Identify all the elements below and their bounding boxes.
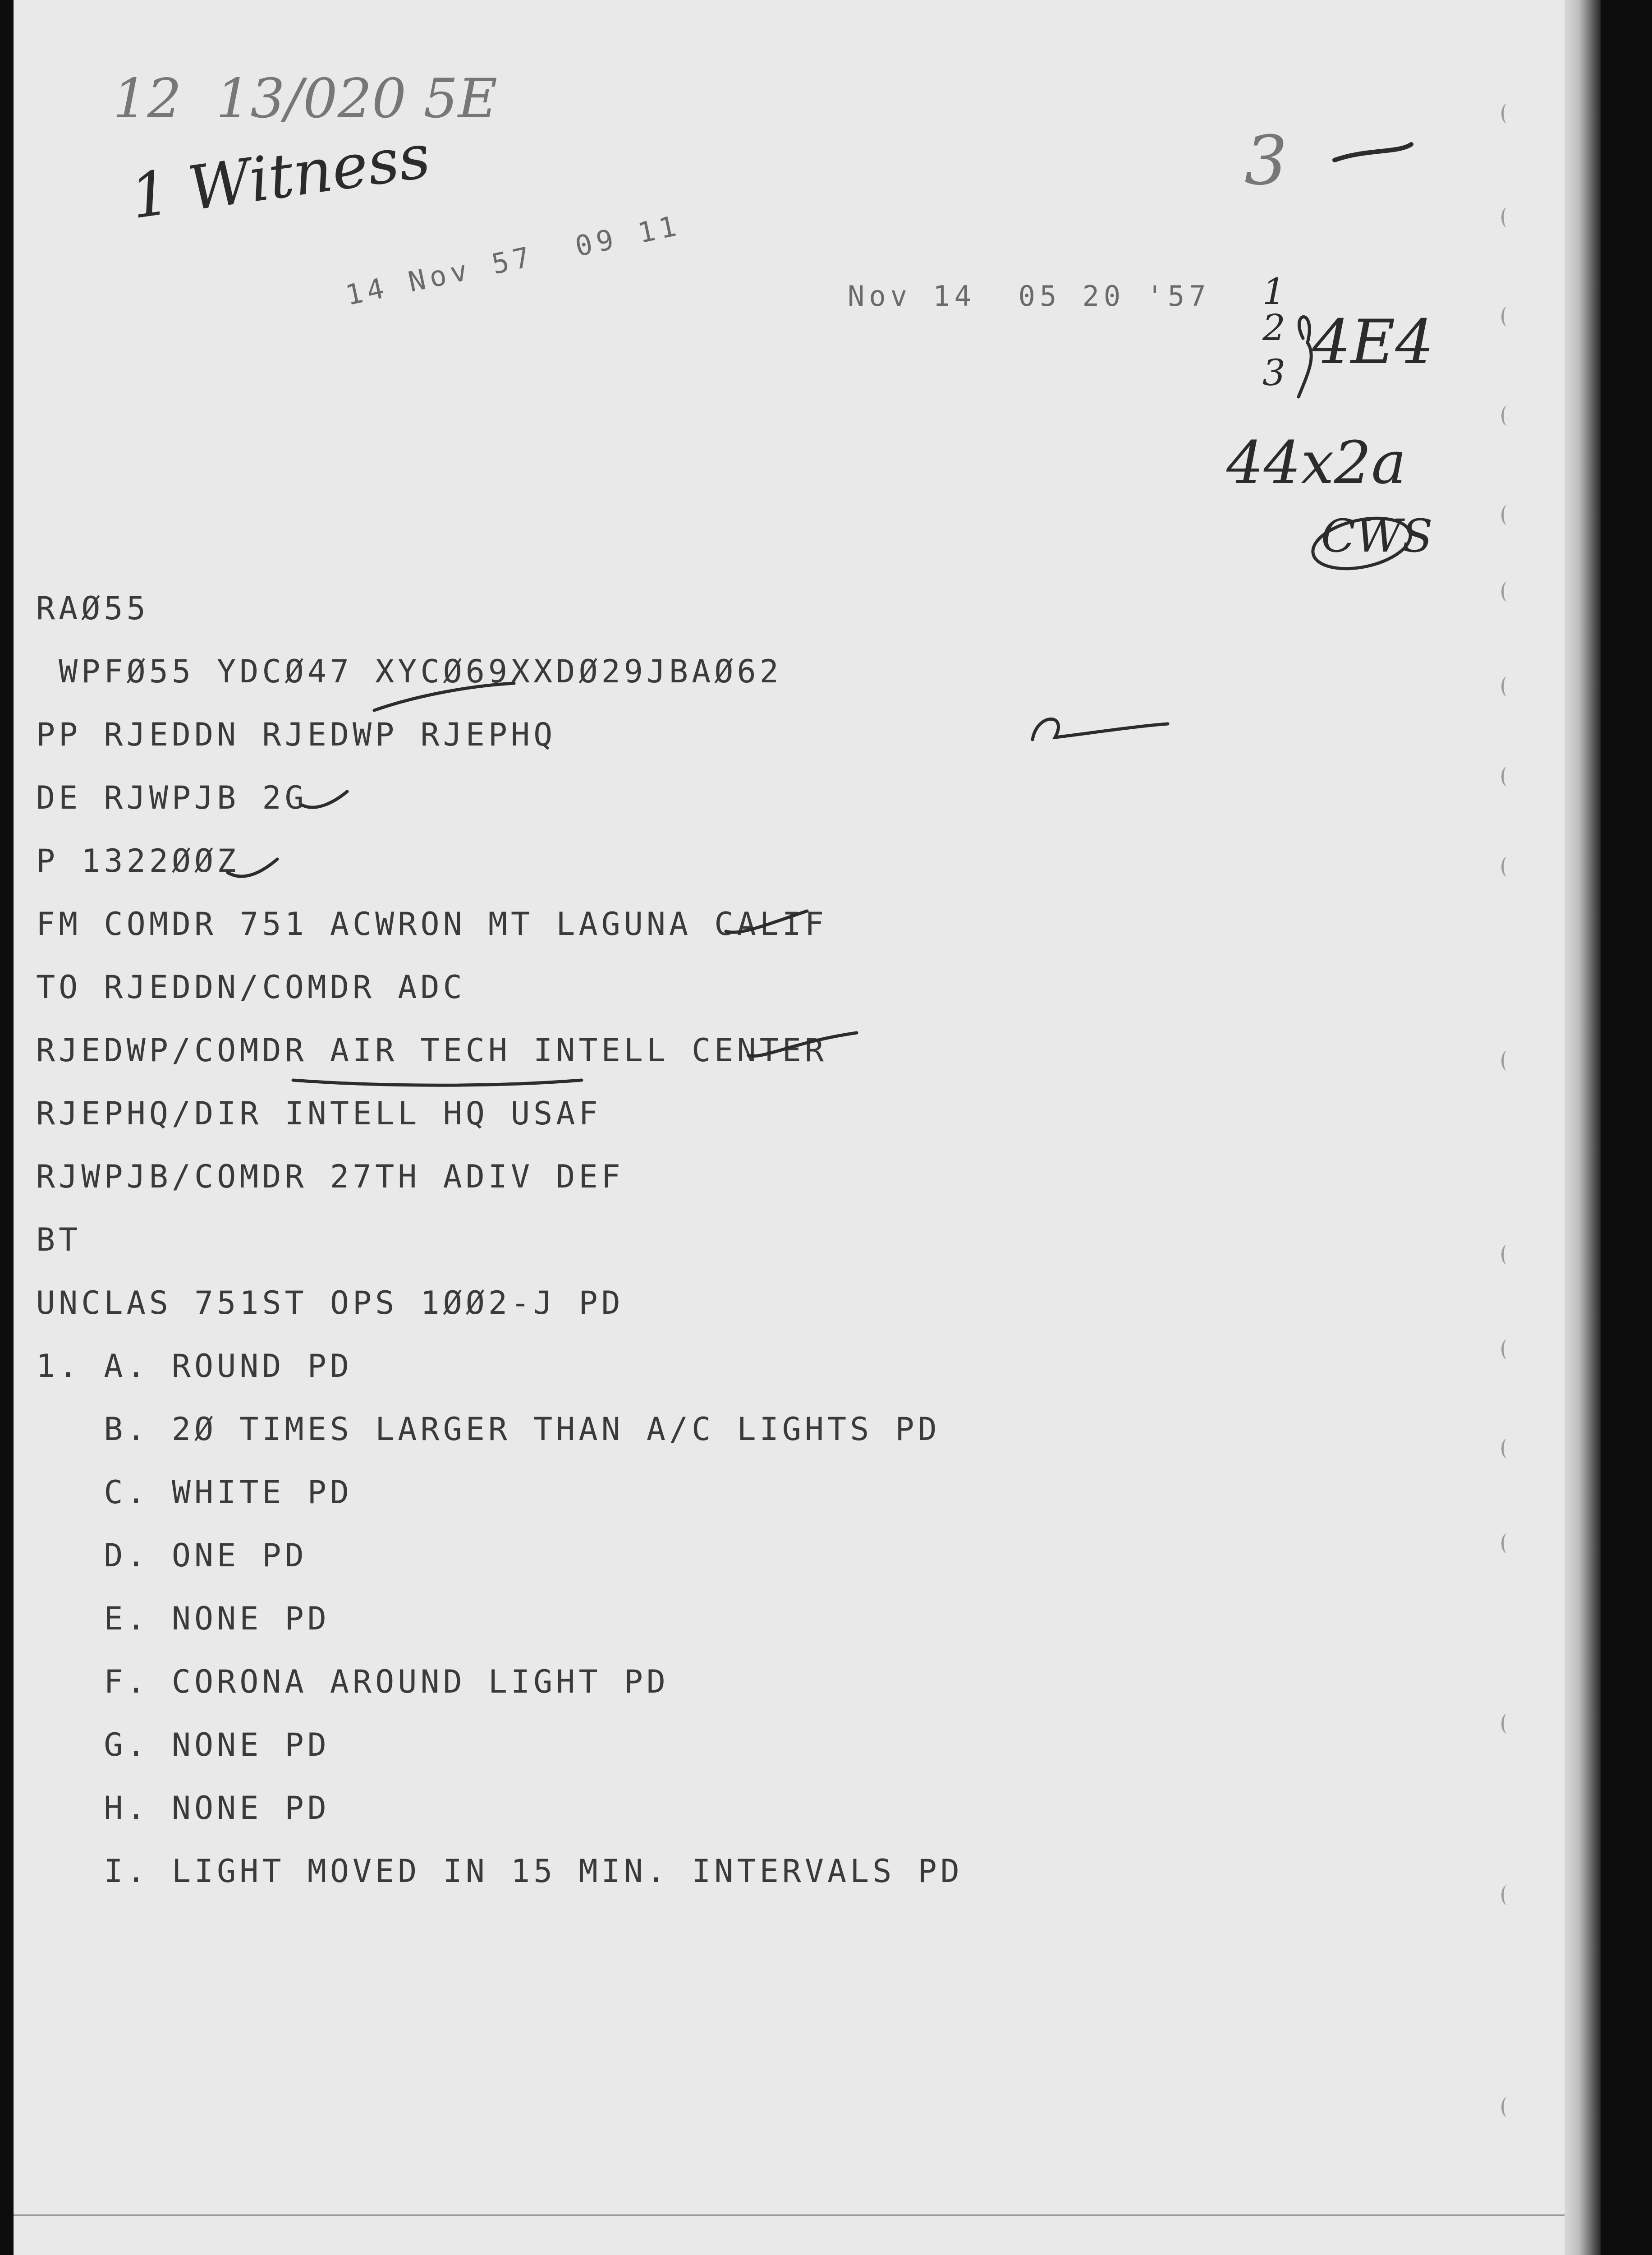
handwritten-witness-note: 1 Witness [126, 120, 435, 233]
underline [293, 1080, 582, 1085]
precedence-line: PP RJEDDN RJEDWP RJEPHQ [36, 716, 556, 753]
classification-line: UNCLAS 751ST OPS 1ØØ2-J PD [36, 1284, 624, 1321]
report-item: 1. A. ROUND PD [36, 1348, 353, 1385]
underline [374, 683, 514, 710]
from-line: FM COMDR 751 ACWRON MT LAGUNA CALIF [36, 906, 828, 943]
report-item: C. WHITE PD [36, 1474, 353, 1511]
circle-mark [1308, 510, 1415, 576]
bracket-mark [1299, 317, 1311, 397]
addressee-line: RJWPJB/COMDR 27TH ADIV DEF [36, 1158, 624, 1195]
to-line: TO RJEDDN/COMDR ADC [36, 969, 466, 1006]
received-stamp-right: Nov 14 05 20 '57 [848, 280, 1211, 313]
handwritten-fraction-3: 3 [1262, 352, 1285, 394]
break-line: BT [36, 1221, 82, 1258]
report-item: H. NONE PD [36, 1790, 330, 1827]
handwritten-code-44x2a: 44x2a [1226, 428, 1406, 497]
check-mark [302, 792, 347, 807]
addressee-line: RJEPHQ/DIR INTELL HQ USAF [36, 1095, 601, 1132]
handwritten-code-4e4: 4E4 [1312, 307, 1434, 377]
check-mark [726, 911, 807, 932]
received-stamp-left: 14 Nov 57 09 11 [343, 208, 684, 312]
report-item: B. 2Ø TIMES LARGER THAN A/C LIGHTS PD [36, 1411, 941, 1448]
handwritten-file-count: 3 [1244, 122, 1288, 200]
strike-mark [1335, 144, 1411, 160]
handwritten-file-ref: 12 13/020 5E [113, 68, 498, 130]
addressee-line: RJEDWP/COMDR AIR TECH INTELL CENTER [36, 1032, 828, 1069]
report-item: G. NONE PD [36, 1726, 330, 1763]
handwritten-fraction-1: 1 [1262, 271, 1285, 313]
check-mark [748, 1033, 857, 1056]
check-mark [228, 859, 277, 876]
handwritten-initials: CWS [1321, 510, 1433, 562]
handwritten-fraction-2: 2 [1262, 307, 1285, 349]
check-mark [1032, 719, 1168, 740]
report-item: D. ONE PD [36, 1537, 307, 1574]
origin-station-line: DE RJWPJB 2G [36, 779, 307, 816]
report-item: I. LIGHT MOVED IN 15 MIN. INTERVALS PD [36, 1853, 963, 1890]
report-item: E. NONE PD [36, 1600, 330, 1637]
routing-line: WPFØ55 YDCØ47 XYCØ69XXDØ29JBAØ62 [36, 653, 782, 690]
routing-line: RAØ55 [36, 590, 149, 627]
report-item: F. CORONA AROUND LIGHT PD [36, 1663, 670, 1700]
datetime-group-line: P 1322ØØZ [36, 842, 240, 879]
